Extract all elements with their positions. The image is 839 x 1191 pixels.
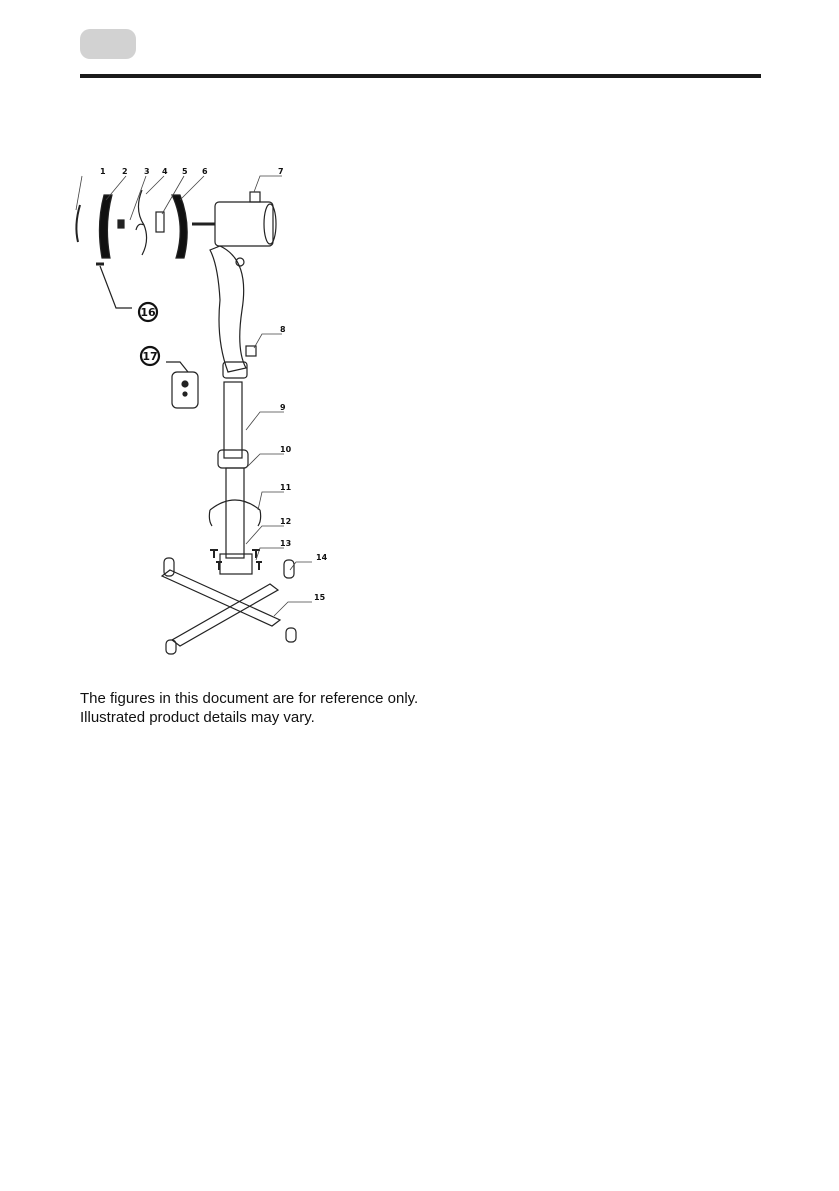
section-tab [80,29,136,59]
svg-text:17: 17 [142,350,158,363]
part-15-cross-base [162,570,280,646]
part-3-spinner [118,220,124,228]
reference-note-line-2: Illustrated product details may vary. [80,709,315,726]
motor-arm [210,246,246,372]
part-10-clamp [218,450,248,468]
exploded-fan-diagram [60,150,390,670]
part-label-17-badge [141,347,159,365]
part-label-1: 1 [100,167,106,176]
part-label-3: 3 [144,167,150,176]
part-11-ring [209,500,260,526]
part-label-8: 8 [280,325,286,334]
part-label-12: 12 [280,517,292,526]
svg-text:16: 16 [140,306,156,319]
part-label-15: 15 [314,593,326,602]
part-label-9: 9 [280,403,286,412]
part-6-rear-grille [172,195,187,258]
part-9-upper-pole [224,382,242,458]
part-12-lower-pole [226,468,244,558]
part-label-5: 5 [182,167,188,176]
part-label-16-badge [139,303,157,321]
header-rule [80,74,761,78]
part-label-2: 2 [122,167,128,176]
part-1-clip [76,205,80,242]
part-label-7: 7 [278,167,284,176]
reference-note-line-1: The figures in this document are for reference only. [80,690,419,707]
reference-note [80,689,418,727]
part-13-plate [220,554,252,574]
part-label-6: 6 [202,167,208,176]
part-5-nut [156,212,164,232]
part-17-remote [172,372,198,408]
part-2-front-grille [99,195,112,258]
part-label-11: 11 [280,483,292,492]
part-label-13: 13 [280,539,292,548]
part-label-14: 14 [316,553,328,562]
part-label-10: 10 [280,445,292,454]
part-label-4: 4 [162,167,168,176]
